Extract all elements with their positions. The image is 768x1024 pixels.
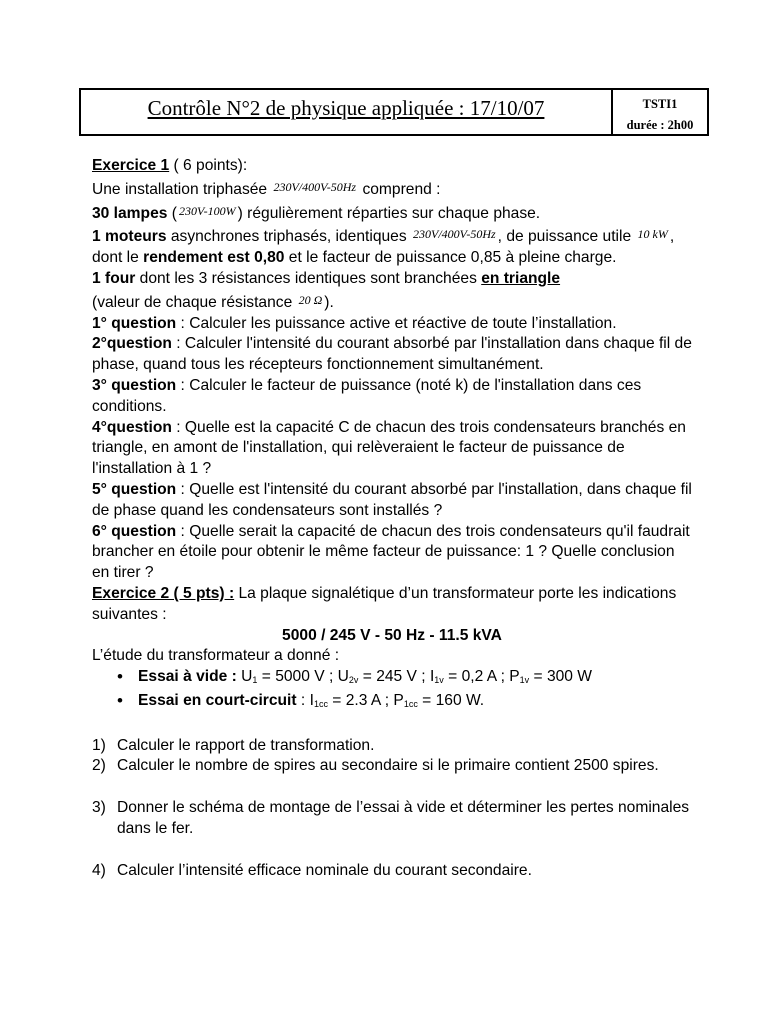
question-1: 1° question : Calculer les puissance active et réactive de toute l’installation. <box>92 314 617 332</box>
exercise-2-heading: Exercice 2 ( 5 pts) : La plaque signalétique d’un transformateur porte les indications suivantes : <box>92 584 677 623</box>
study-line: L’étude du transformateur a donné : <box>92 647 340 665</box>
rating-plate: 5000 / 245 V - 50 Hz - 11.5 kVA <box>282 626 502 644</box>
formula: 230V/400V-50Hz <box>273 179 357 194</box>
lamps-line: 30 lampes ( 230V-100W ) régulièrement réparties sur chaque phase. <box>92 203 541 222</box>
header-info <box>613 90 707 134</box>
formula: 10 kW <box>637 227 668 242</box>
page-title: Contrôle N°2 de physique appliquée : 17/10/07 <box>81 90 613 134</box>
formula: 230V-100W <box>178 203 236 218</box>
installation-line: Une installation triphasée 230V/400V-50Hz comprend : <box>92 179 441 198</box>
formula: 20 Ω <box>298 292 323 307</box>
formula: 230V/400V-50Hz <box>412 227 496 242</box>
list-item: 1) Calculer le rapport de transformation. <box>92 736 375 754</box>
exercise-2-questions <box>92 736 692 882</box>
class-label: TSTI1 <box>642 97 678 111</box>
list-item: 2) Calculer le nombre de spires au secondaire si le primaire contient 2500 spires. <box>92 757 659 775</box>
short-circuit-test: • Essai en court-circuit : $I_{1cc} = 2.3$ A ; $P_{1cc} = 160$ W. <box>138 691 692 715</box>
question-6: 6° question : Quelle serait la capacité de chacun des trois condensateurs qu'il faudrait brancher en étoile pour obtenir le même facteur de puissance: 1 ? Quelle conclusion en tirer ? <box>92 522 690 582</box>
no-load-test: • Essai à vide : $U_1 = 5000$ V ; $U_{2v} = 245$ V ; $I_{1v} = 0,2$ A ; $P_{1v} = 300$ W <box>138 667 692 691</box>
oven-paragraph: 1 four dont les 3 résistances identiques sont branchées en triangle (valeur de chaque résistance 20 Ω ). <box>92 269 561 311</box>
header-box <box>79 88 709 136</box>
test-results-list <box>92 667 692 715</box>
question-2: 2°question : Calculer l'intensité du courant absorbé par l'installation dans chaque fil de phase, quand tous les récepteurs fonctionnement simultanément. <box>92 335 692 374</box>
list-item: 4) Calculer l’intensité efficace nominale du courant secondaire. <box>92 861 532 879</box>
motors-paragraph: 1 moteurs asynchrones triphasés, identiques 230V/400V-50Hz , de puissance utile 10 kW , dont le rendement est 0,80 et le facteur de puissance 0,85 à pleine charge. <box>92 227 675 267</box>
question-3: 3° question : Calculer le facteur de puissance (noté k) de l'installation dans ces conditions. <box>92 376 642 415</box>
list-item: 3) Donner le schéma de montage de l’essai à vide et déterminer les pertes nominales dans le fer. <box>92 799 690 837</box>
exercise-1-heading: Exercice 1 ( 6 points): <box>92 157 248 174</box>
question-5: 5° question : Quelle est l'intensité du courant absorbé par l'installation, dans chaque fil de phase quand les condensateurs sont installés ? <box>92 480 692 519</box>
question-4: 4°question : Quelle est la capacité C de chacun des trois condensateurs branchés en triangle, en amont de l'installation, qui relèveraient le facteur de puissance de l'installation à 1 ? <box>92 418 686 478</box>
duration-label: durée : 2h00 <box>626 118 694 132</box>
document-body <box>92 156 692 882</box>
